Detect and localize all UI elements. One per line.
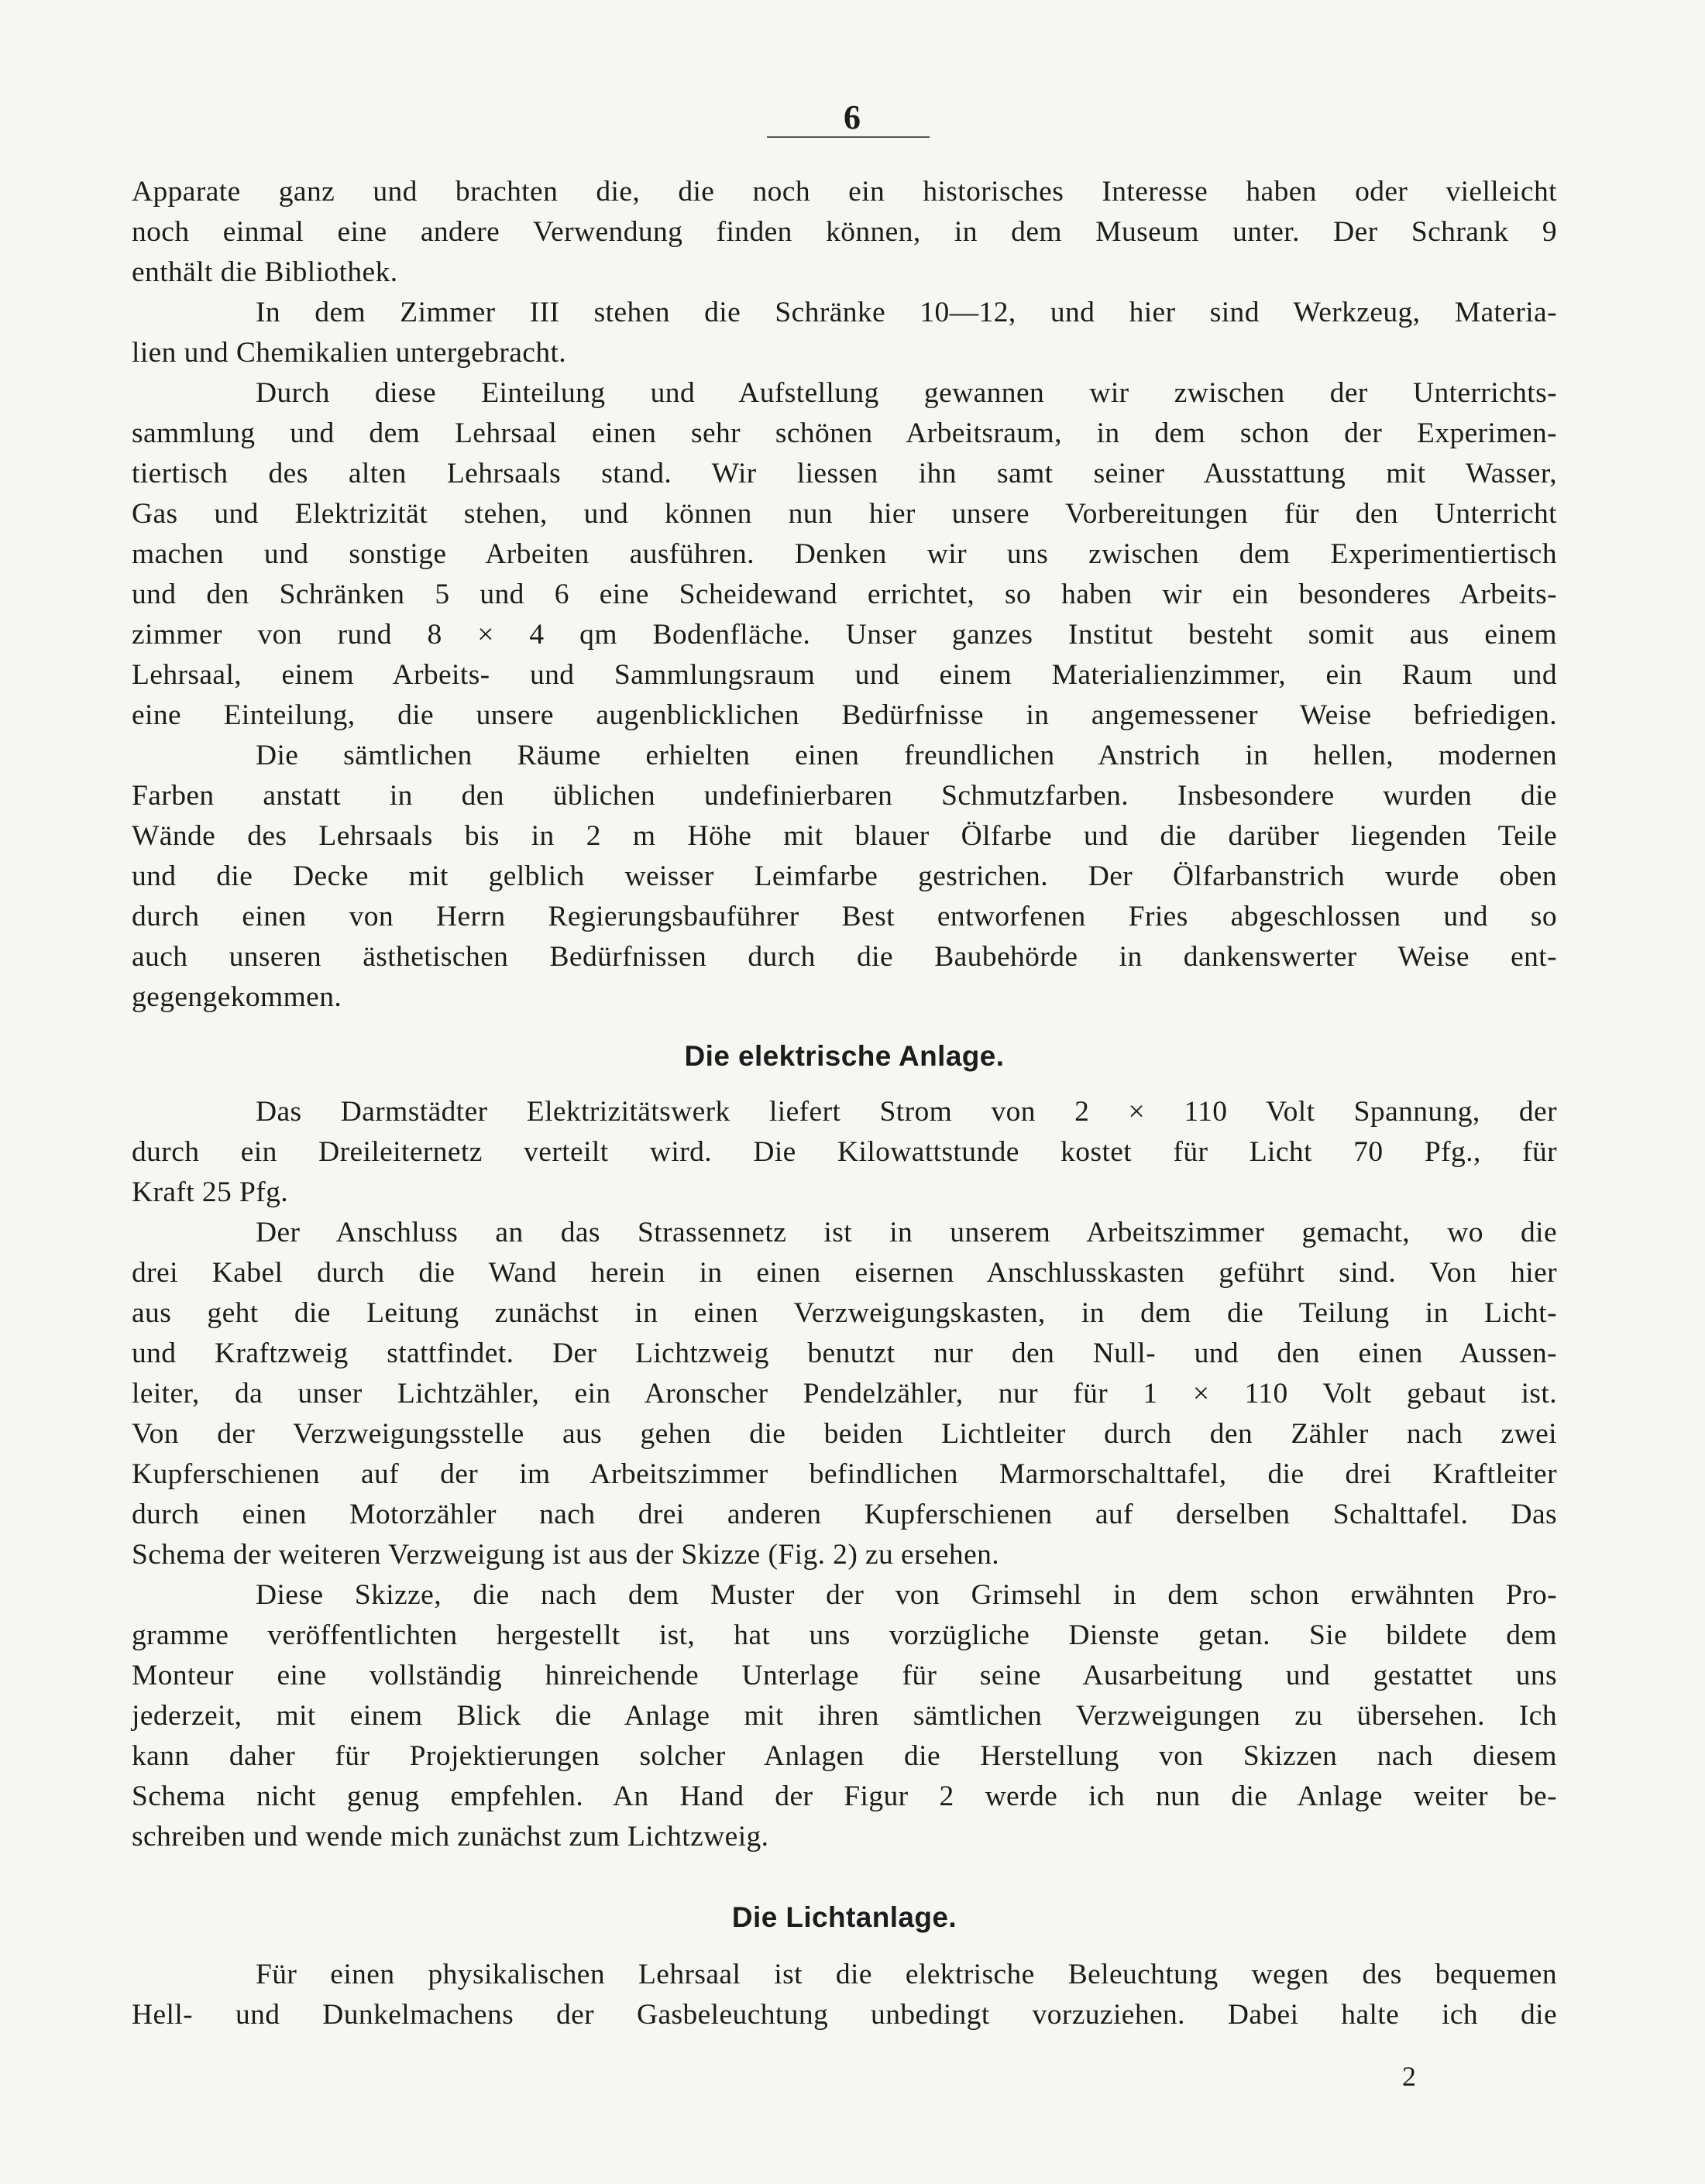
section-heading-light: Die Lichtanlage. (731, 1901, 957, 1933)
text-line: jederzeit, mit einem Blick die Anlage mit ihren sämtlichen Verzweigungen zu übersehen. Ich (132, 1700, 1557, 1732)
text-line: Die sämtlichen Räume erhielten einen freundlichen Anstrich in hellen, modernen (256, 740, 1557, 771)
text-line: machen und sonstige Arbeiten ausführen. Denken wir uns zwischen dem Experimentiertisch (132, 538, 1557, 570)
text-line: tiertisch des alten Lehrsaals stand. Wir liessen ihn samt seiner Ausstattung mit Wasser, (132, 458, 1557, 489)
text-line: Monteur eine vollständig hinreichende Unterlage für seine Ausarbeitung und gestattet uns (132, 1660, 1557, 1691)
text-line: aus geht die Leitung zunächst in einen Verzweigungskasten, in dem die Teilung in Licht- (132, 1297, 1557, 1329)
text-line: Wände des Lehrsaals bis in 2 m Höhe mit blauer Ölfarbe und die darüber liegenden Teile (132, 820, 1557, 852)
signature-mark: 2 (1402, 2061, 1416, 2092)
text-line: eine Einteilung, die unsere augenblicklichen Bedürfnisse in angemessener Weise befriedigen. (132, 699, 1557, 731)
text-line: Apparate ganz und brachten die, die noch ein historisches Interesse haben oder vielleicht (132, 176, 1557, 208)
text-line: Kraft 25 Pfg. (132, 1176, 289, 1208)
text-line: Kupferschienen auf der im Arbeitszimmer befindlichen Marmorschalttafel, die drei Kraftleiter (132, 1458, 1557, 1490)
section-heading-electric: Die elektrische Anlage. (684, 1040, 1005, 1072)
text-line: Diese Skizze, die nach dem Muster der von Grimsehl in dem schon erwähnten Pro- (256, 1579, 1557, 1611)
text-line: drei Kabel durch die Wand herein in einen eisernen Anschlusskasten geführt sind. Von hier (132, 1257, 1557, 1289)
text-line: Durch diese Einteilung und Aufstellung gewannen wir zwischen der Unterrichts- (256, 377, 1557, 409)
text-line: Von der Verzweigungsstelle aus gehen die beiden Lichtleiter durch den Zähler nach zwei (132, 1418, 1557, 1450)
text-line: leiter, da unser Lichtzähler, ein Aronscher Pendelzähler, nur für 1 × 110 Volt gebaut ist. (132, 1378, 1557, 1410)
text-line: In dem Zimmer III stehen die Schränke 10—12, und hier sind Werkzeug, Materia- (256, 297, 1557, 328)
text-line: durch einen von Herrn Regierungsbauführer Best entworfenen Fries abgeschlossen und so (132, 901, 1557, 932)
text-line: Der Anschluss an das Strassennetz ist in unserem Arbeitszimmer gemacht, wo die (256, 1217, 1557, 1248)
text-line: und Kraftzweig stattfindet. Der Lichtzweig benutzt nur den Null- und den einen Aussen- (132, 1338, 1557, 1369)
text-line: sammlung und dem Lehrsaal einen sehr schönen Arbeitsraum, in dem schon der Experimen- (132, 417, 1557, 449)
text-line: Lehrsaal, einem Arbeits- und Sammlungsraum und einem Materialienzimmer, ein Raum und (132, 659, 1557, 691)
text-line: zimmer von rund 8 × 4 qm Bodenfläche. Unser ganzes Institut besteht somit aus einem (132, 619, 1557, 651)
text-line: Schema nicht genug empfehlen. An Hand der Figur 2 werde ich nun die Anlage weiter be- (132, 1781, 1557, 1812)
header-rule (767, 136, 930, 138)
text-line: lien und Chemikalien untergebracht. (132, 337, 567, 369)
text-line: und die Decke mit gelblich weisser Leimfarbe gestrichen. Der Ölfarbanstrich wurde oben (132, 860, 1557, 892)
text-line: Schema der weiteren Verzweigung ist aus der Skizze (Fig. 2) zu ersehen. (132, 1539, 1000, 1571)
text-line: durch einen Motorzähler nach drei anderen Kupferschienen auf derselben Schalttafel. Das (132, 1499, 1557, 1530)
text-line: auch unseren ästhetischen Bedürfnissen durch die Baubehörde in dankenswerter Weise ent- (132, 941, 1557, 973)
text-line: noch einmal eine andere Verwendung finden können, in dem Museum unter. Der Schrank 9 (132, 216, 1557, 248)
text-line: kann daher für Projektierungen solcher Anlagen die Herstellung von Skizzen nach diesem (132, 1740, 1557, 1772)
text-line: durch ein Dreileiternetz verteilt wird. Die Kilowattstunde kostet für Licht 70 Pfg., für (132, 1136, 1557, 1168)
text-line: gramme veröffentlichten hergestellt ist, hat uns vorzügliche Dienste getan. Sie bildete dem (132, 1619, 1557, 1651)
text-line: und den Schränken 5 und 6 eine Scheidewand errichtet, so haben wir ein besonderes Arbeits- (132, 579, 1557, 610)
text-line: schreiben und wende mich zunächst zum Lichtzweig. (132, 1821, 769, 1853)
text-line: gegengekommen. (132, 981, 342, 1013)
text-line: Für einen physikalischen Lehrsaal ist die elektrische Beleuchtung wegen des bequemen (256, 1959, 1557, 1990)
text-line: Das Darmstädter Elektrizitätswerk liefert Strom von 2 × 110 Volt Spannung, der (256, 1096, 1557, 1128)
text-line: Gas und Elektrizität stehen, und können nun hier unsere Vorbereitungen für den Unterricht (132, 498, 1557, 530)
text-line: Farben anstatt in den üblichen undefinierbaren Schmutzfarben. Insbesondere wurden die (132, 780, 1557, 812)
body-text (132, 172, 1557, 2035)
page-number: 6 (844, 98, 861, 136)
text-line: enthält die Bibliothek. (132, 256, 398, 288)
text-line: Hell- und Dunkelmachens der Gasbeleuchtung unbedingt vorzuziehen. Dabei halte ich die (132, 1999, 1557, 2031)
